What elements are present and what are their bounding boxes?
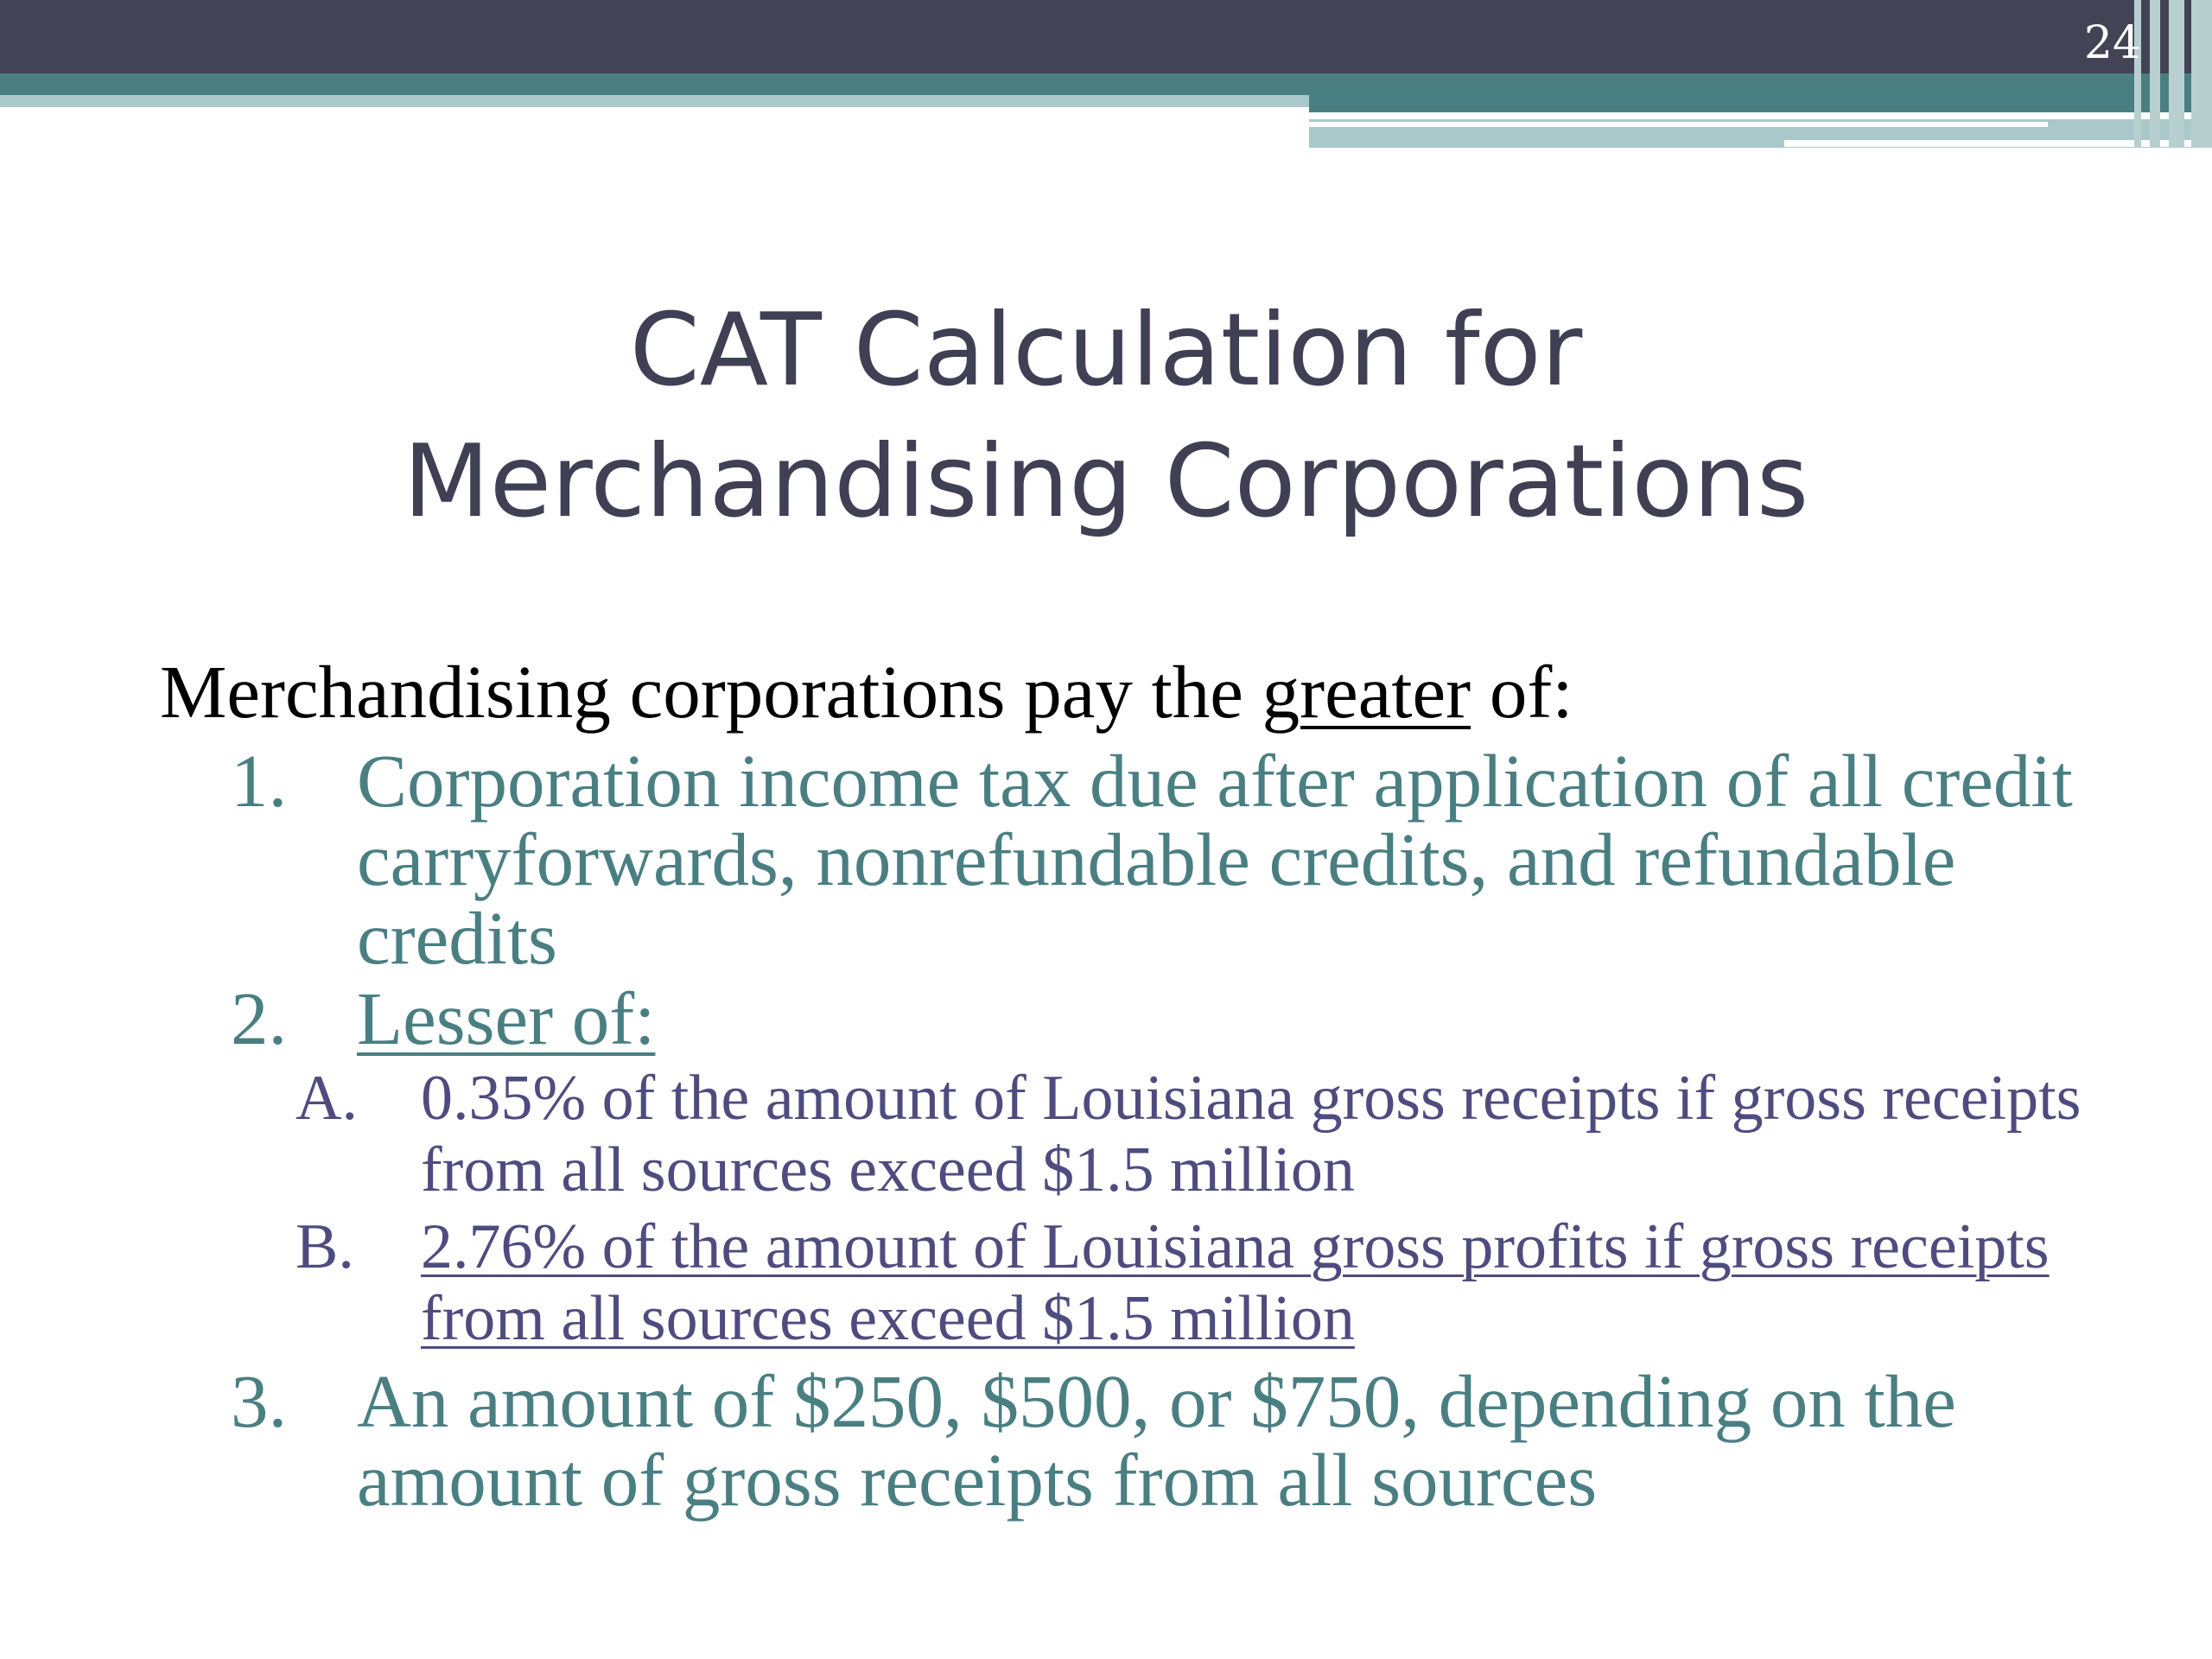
sub-list-marker: A. bbox=[296, 1063, 358, 1134]
list-item-text: Lesser of: bbox=[357, 976, 656, 1060]
list-item-1 bbox=[160, 739, 2104, 980]
slide-number: 24 bbox=[2083, 17, 2141, 69]
intro-before: Merchandising corporations pay the bbox=[160, 650, 1262, 734]
slide-title-line-2: Merchandising Corporations bbox=[403, 423, 1809, 540]
header-gap-right bbox=[1309, 112, 2212, 119]
header-white-line-2 bbox=[1784, 140, 2212, 147]
list-marker: 3. bbox=[231, 1359, 288, 1443]
header-stripe bbox=[2191, 0, 2212, 148]
header-stripe bbox=[2150, 0, 2160, 148]
header-light-band bbox=[0, 95, 1309, 107]
list-item-text: Corporation income tax due after application of all credit carryforwards, nonrefundable credits, and refundable credits bbox=[357, 739, 2073, 980]
slide-body bbox=[160, 646, 2104, 1522]
sub-item-a bbox=[160, 1063, 2104, 1206]
sub-item-text: 2.76% of the amount of Louisiana gross profits if gross receipts from all sources exceed $1.5 million bbox=[421, 1211, 2050, 1354]
sub-list-marker: B. bbox=[296, 1211, 354, 1282]
intro-text bbox=[160, 646, 2104, 738]
sub-item-b bbox=[160, 1211, 2104, 1355]
slide-title-line-1: CAT Calculation for bbox=[629, 292, 1583, 409]
header-teal-band bbox=[0, 73, 2212, 95]
intro-after: of: bbox=[1471, 650, 1573, 734]
list-item-text: An amount of $250, $500, or $750, depending on the amount of gross receipts from all sources bbox=[357, 1359, 1956, 1522]
header-bar bbox=[0, 0, 2212, 73]
header-white-line bbox=[1309, 122, 2048, 127]
header-stripe bbox=[2169, 0, 2184, 148]
list-marker: 2. bbox=[231, 976, 288, 1060]
list-item-3 bbox=[160, 1359, 2104, 1522]
list-marker: 1. bbox=[231, 739, 288, 823]
header-teal-band-right bbox=[1309, 95, 2212, 112]
list-item-2 bbox=[160, 976, 2104, 1060]
sub-item-text: 0.35% of the amount of Louisiana gross receipts if gross receipts from all sources exceed $1.5 million bbox=[421, 1063, 2082, 1205]
intro-emphasis: greater bbox=[1262, 650, 1471, 734]
slide-title bbox=[0, 285, 2212, 548]
